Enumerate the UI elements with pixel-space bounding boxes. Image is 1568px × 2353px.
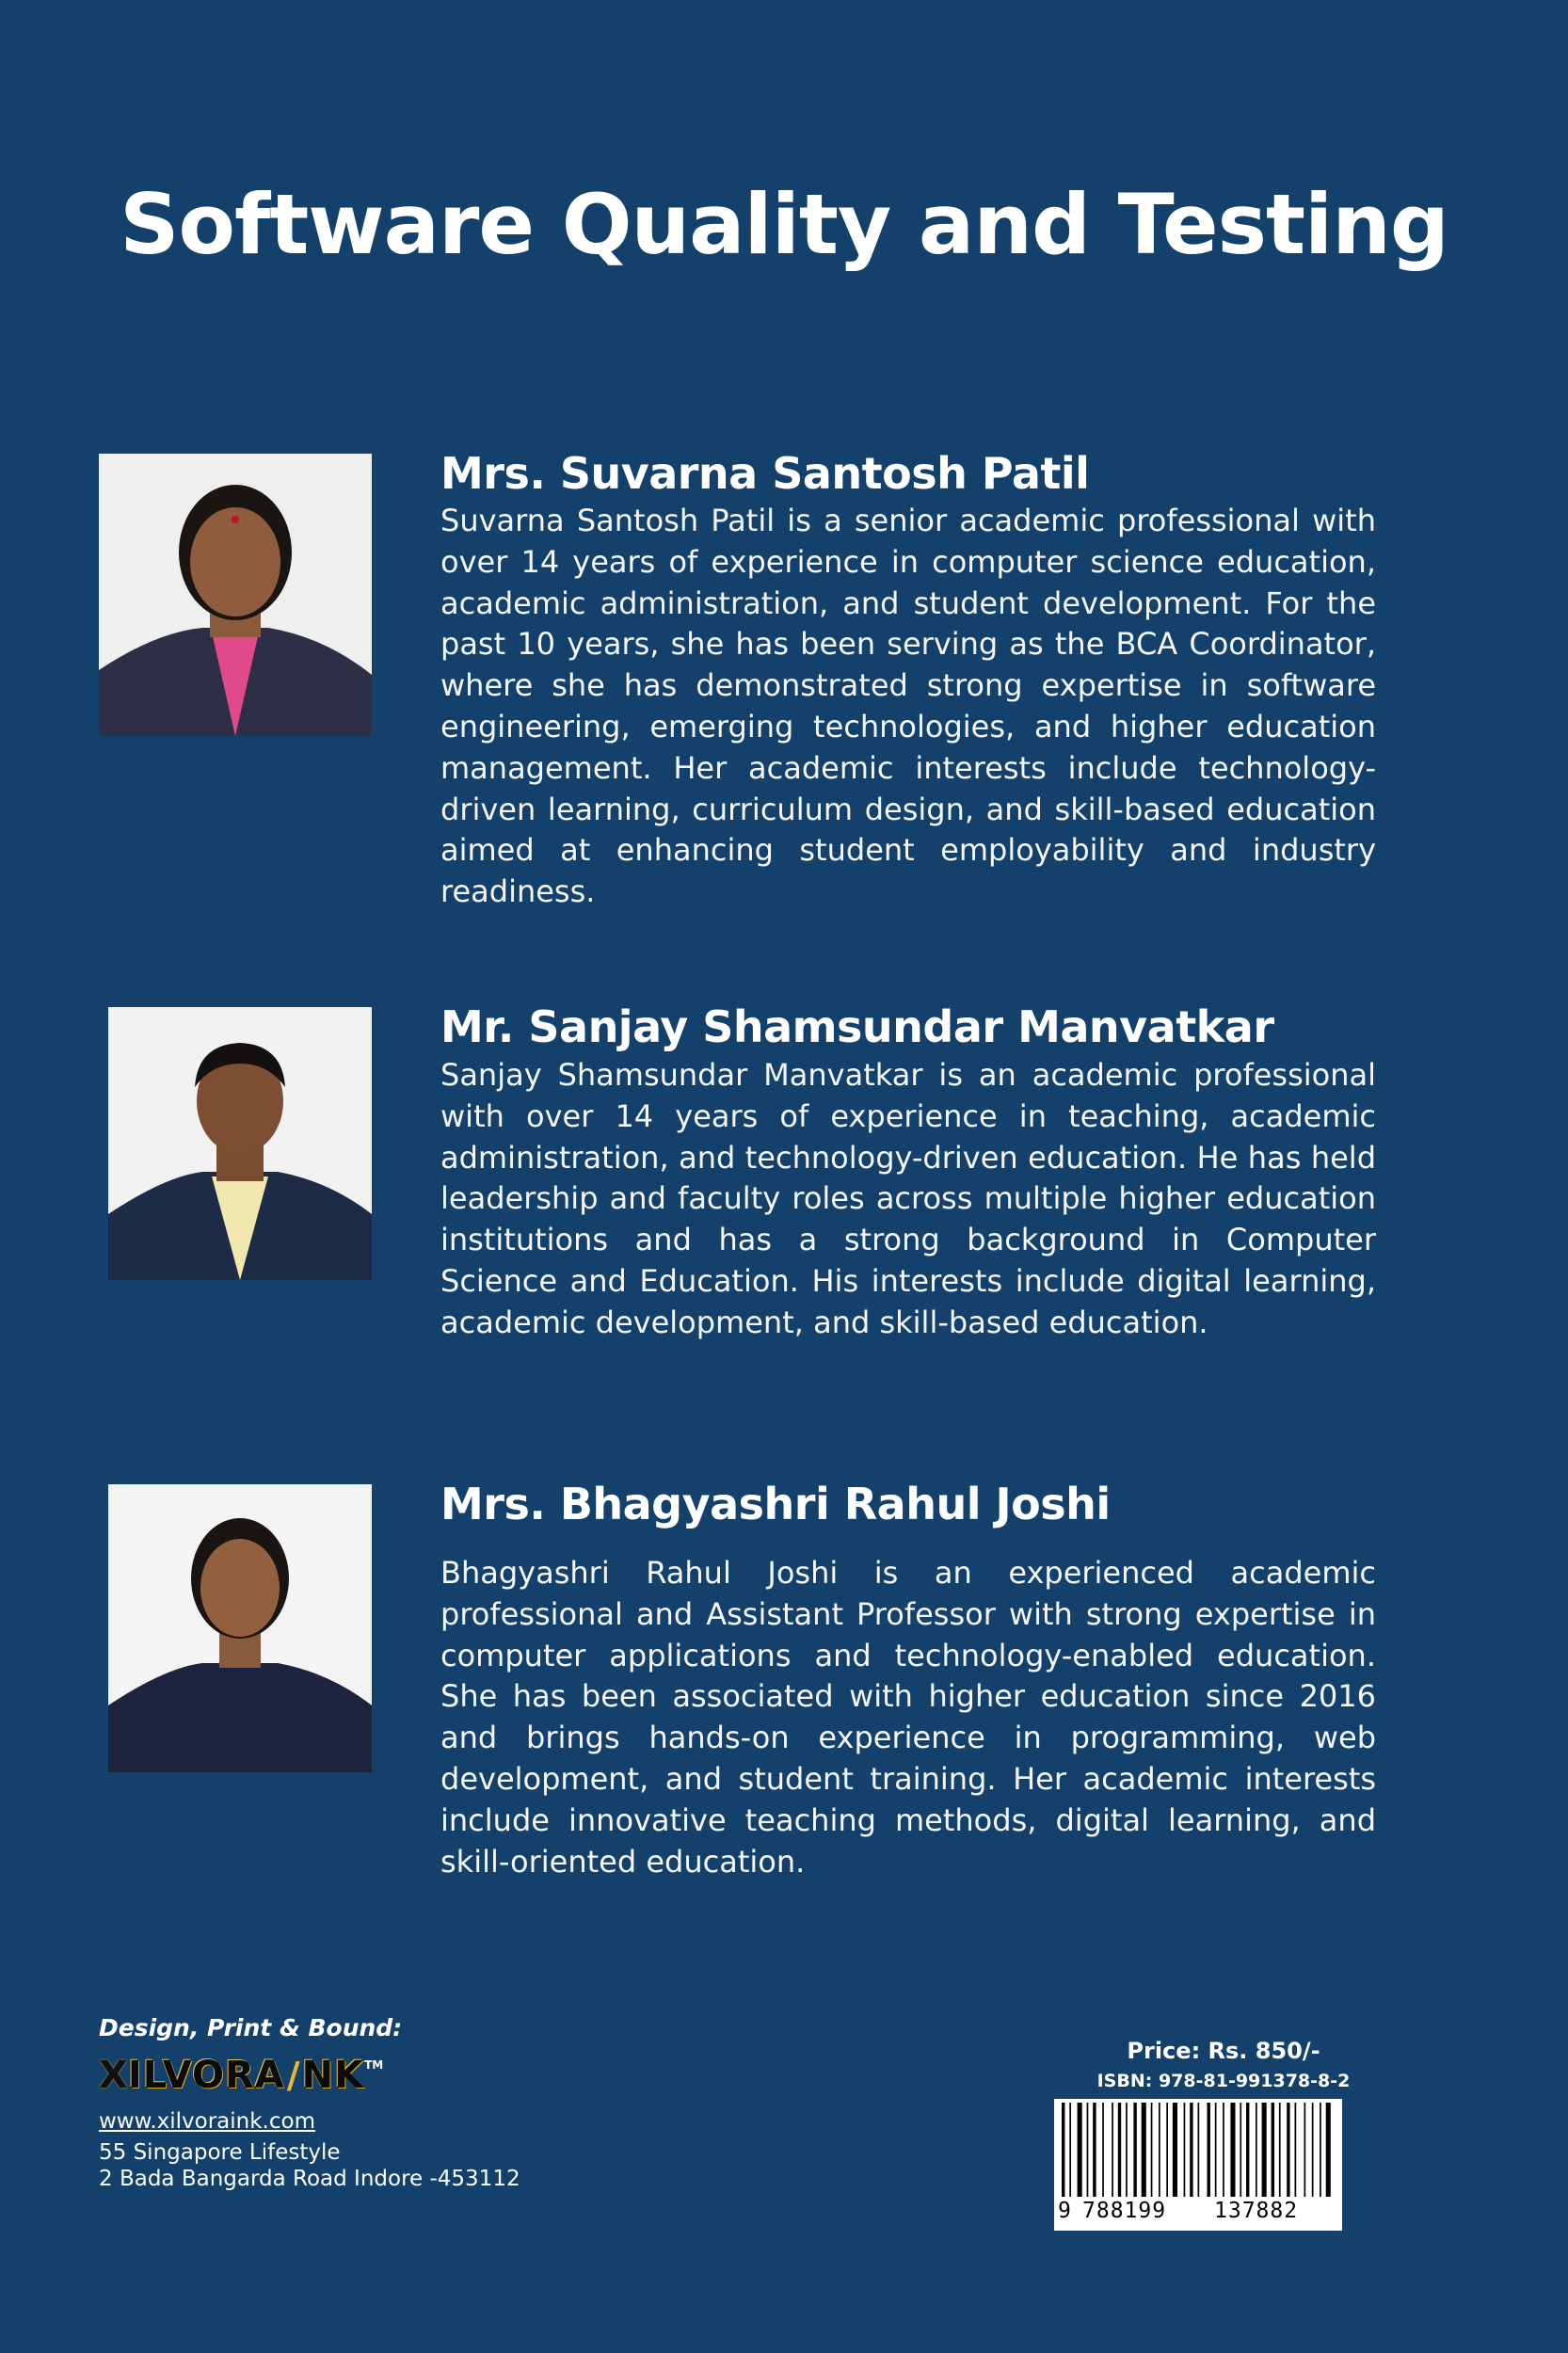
author-name-3: Mrs. Bhagyashri Rahul Joshi xyxy=(440,1479,1111,1529)
barcode-bar xyxy=(1102,2103,1104,2197)
barcode-bar xyxy=(1246,2103,1249,2197)
barcode-bar xyxy=(1287,2103,1289,2197)
barcode-bar xyxy=(1078,2103,1082,2197)
barcode-bar xyxy=(1223,2103,1224,2197)
barcode-bar xyxy=(1304,2103,1306,2197)
barcode-group-1: 788199 xyxy=(1082,2199,1167,2223)
barcode-bar xyxy=(1295,2103,1297,2197)
barcode-bar xyxy=(1126,2103,1128,2197)
barcode-bar xyxy=(1151,2103,1153,2197)
barcode-bar xyxy=(1184,2103,1186,2197)
publisher-website-link[interactable]: www.xilvoraink.com xyxy=(99,2109,315,2134)
barcode-group-2: 137882 xyxy=(1214,2199,1299,2223)
author-photo-2 xyxy=(108,1007,372,1280)
barcode-bar xyxy=(1262,2103,1267,2197)
barcode-bar xyxy=(1272,2103,1274,2197)
publisher-address-line2: 2 Bada Bangarda Road Indore -453112 xyxy=(99,2167,520,2191)
barcode-bar xyxy=(1166,2103,1168,2197)
barcode-bar xyxy=(1256,2103,1257,2197)
barcode-bar xyxy=(1093,2103,1096,2197)
barcode-bar xyxy=(1240,2103,1241,2197)
author-name-2: Mr. Sanjay Shamsundar Manvatkar xyxy=(440,1001,1274,1052)
barcode-bars xyxy=(1054,2099,1342,2201)
barcode-bar xyxy=(1112,2103,1113,2197)
isbn-label: ISBN: 978-81-991378-8-2 xyxy=(1096,2071,1351,2091)
logo-text: ILVORA xyxy=(127,2054,285,2097)
publisher-block xyxy=(99,2014,520,2192)
logo-x-mark: X xyxy=(99,2054,126,2097)
barcode-bar xyxy=(1142,2103,1146,2197)
isbn-barcode xyxy=(1054,2099,1342,2231)
barcode-bar xyxy=(1173,2103,1177,2197)
author-name-1: Mrs. Suvarna Santosh Patil xyxy=(440,448,1090,499)
pen-icon: / xyxy=(286,2055,300,2096)
publisher-address-line1: 55 Singapore Lifestyle xyxy=(99,2140,341,2165)
barcode-bar xyxy=(1118,2103,1121,2197)
barcode-bar xyxy=(1062,2103,1064,2197)
barcode-bar xyxy=(1279,2103,1281,2197)
author-bio-1: Suvarna Santosh Patil is a senior academic professional with over 14 years of experience in computer science education, academic administration, and student development. For the past 10 years, she has been serving as the BCA Coordinator, where she has demonstrated strong expertise in software engineering, emerging technologies, and higher education management. Her academic interests include technology-driven learning, curriculum design, and skill-based education aimed at enhancing student employability and industry readiness. xyxy=(440,503,1376,910)
price-label: Price: Rs. 850/- xyxy=(1127,2038,1320,2064)
barcode-digit-first: 9 xyxy=(1058,2199,1071,2223)
barcode-bar xyxy=(1230,2103,1235,2197)
author-bio-3: Bhagyashri Rahul Joshi is an experienced academic professional and Assistant Professor with strong expertise in computer applications and technology-enabled education. She has been associated with higher education since 2016 and brings hands-on experience in programming, web development, and student training. Her academic interests include innovative teaching methods, digital learning, and skill-oriented education. xyxy=(440,1555,1376,1880)
logo-text-end: NK xyxy=(301,2054,365,2097)
barcode-bar xyxy=(1087,2103,1089,2197)
barcode-bar xyxy=(1320,2103,1321,2197)
trademark-mark: TM xyxy=(364,2058,384,2072)
barcode-bar xyxy=(1198,2103,1200,2197)
barcode-bar xyxy=(1312,2103,1314,2197)
barcode-bar xyxy=(1326,2103,1331,2197)
author-photo-3 xyxy=(108,1484,372,1772)
barcode-bar xyxy=(1159,2103,1160,2197)
barcode-bar xyxy=(1208,2103,1210,2197)
barcode-bar xyxy=(1069,2103,1071,2197)
barcode-bar xyxy=(1190,2103,1192,2197)
publisher-logo xyxy=(99,2053,520,2098)
author-photo-1 xyxy=(99,454,372,736)
barcode-bar xyxy=(1133,2103,1136,2197)
barcode-bar xyxy=(1215,2103,1217,2197)
author-bio-2: Sanjay Shamsundar Manvatkar is an academic professional with over 14 years of experience in teaching, academic administration, and technology-driven education. He has held leadership and faculty roles across multiple higher education institutions and has a strong background in Computer Science and Education. His interests include digital learning, academic development, and skill-based education. xyxy=(440,1057,1376,1340)
book-title: Software Quality and Testing xyxy=(120,176,1448,273)
publisher-label: Design, Print & Bound: xyxy=(99,2014,403,2041)
